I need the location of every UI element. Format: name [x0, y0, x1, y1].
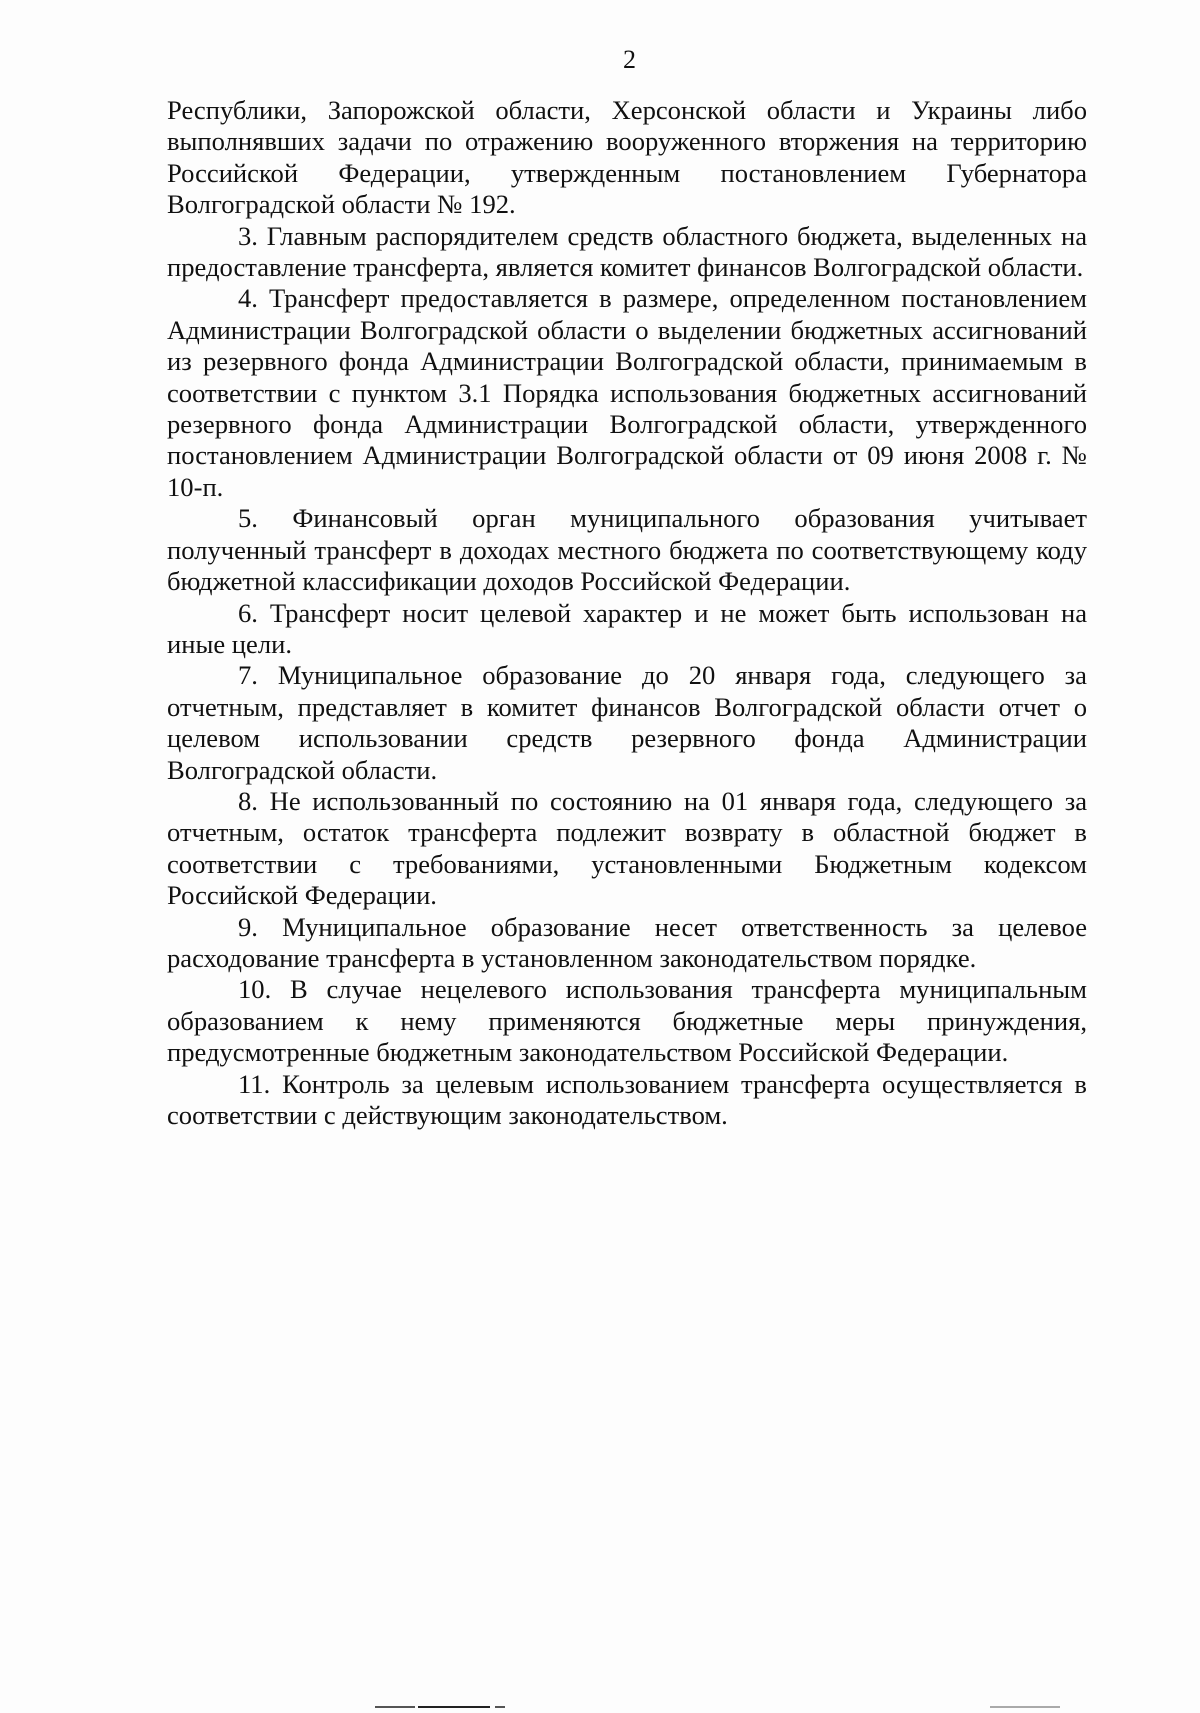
- scan-artifact: [495, 1706, 505, 1708]
- paragraph-item-7: 7. Муниципальное образование до 20 января года, следующего за отчетным, представляет в комитет финансов Волгоградской области отчет о целевом использовании средств резервного фонда Администрации Волгоградской области.: [167, 660, 1087, 785]
- document-body: [167, 95, 1087, 1131]
- scan-artifact: [990, 1706, 1060, 1708]
- paragraph-item-10: 10. В случае нецелевого использования трансферта муниципальным образованием к нему применяются бюджетные меры принуждения, предусмотренные бюджетным законодательством Российской Федерации.: [167, 974, 1087, 1068]
- paragraph-item-4: 4. Трансферт предоставляется в размере, определенном постановлением Администрации Волгоградской области о выделении бюджетных ассигнований из резервного фонда Администрации Волгоградской области, принимаемым в соответствии с пунктом 3.1 Порядка использования бюджетных ассигнований резервного фонда Администрации Волгоградской области, утвержденного постановлением Администрации Волгоградской области от 09 июня 2008 г. № 10-п.: [167, 283, 1087, 502]
- paragraph-item-8: 8. Не использованный по состоянию на 01 января года, следующего за отчетным, остаток трансферта подлежит возврату в областной бюджет в соответствии с требованиями, установленными Бюджетным кодексом Российской Федерации.: [167, 785, 1087, 911]
- paragraph-item-5: 5. Финансовый орган муниципального образования учитывает полученный трансферт в доходах местного бюджета по соответствующему коду бюджетной классификации доходов Российской Федерации.: [167, 503, 1087, 597]
- page-number: 2: [623, 45, 636, 74]
- paragraph-item-11: 11. Контроль за целевым использованием трансферта осуществляется в соответствии с действующим законодательством.: [167, 1068, 1087, 1130]
- paragraph-continuation: Республики, Запорожской области, Херсонской области и Украины либо выполнявших задачи по отражению вооруженного вторжения на территорию Российской Федерации, утвержденным постановлением Губернатора Волгоградской области № 192.: [167, 95, 1087, 220]
- scan-artifact: [418, 1706, 490, 1708]
- paragraph-item-6: 6. Трансферт носит целевой характер и не может быть использован на иные цели.: [167, 597, 1087, 659]
- scan-artifact: [375, 1706, 415, 1708]
- paragraph-item-3: 3. Главным распорядителем средств областного бюджета, выделенных на предоставление трансферта, является комитет финансов Волгоградской области.: [167, 220, 1087, 283]
- paragraph-item-9: 9. Муниципальное образование несет ответственность за целевое расходование трансферта в установленном законодательством порядке.: [167, 911, 1087, 973]
